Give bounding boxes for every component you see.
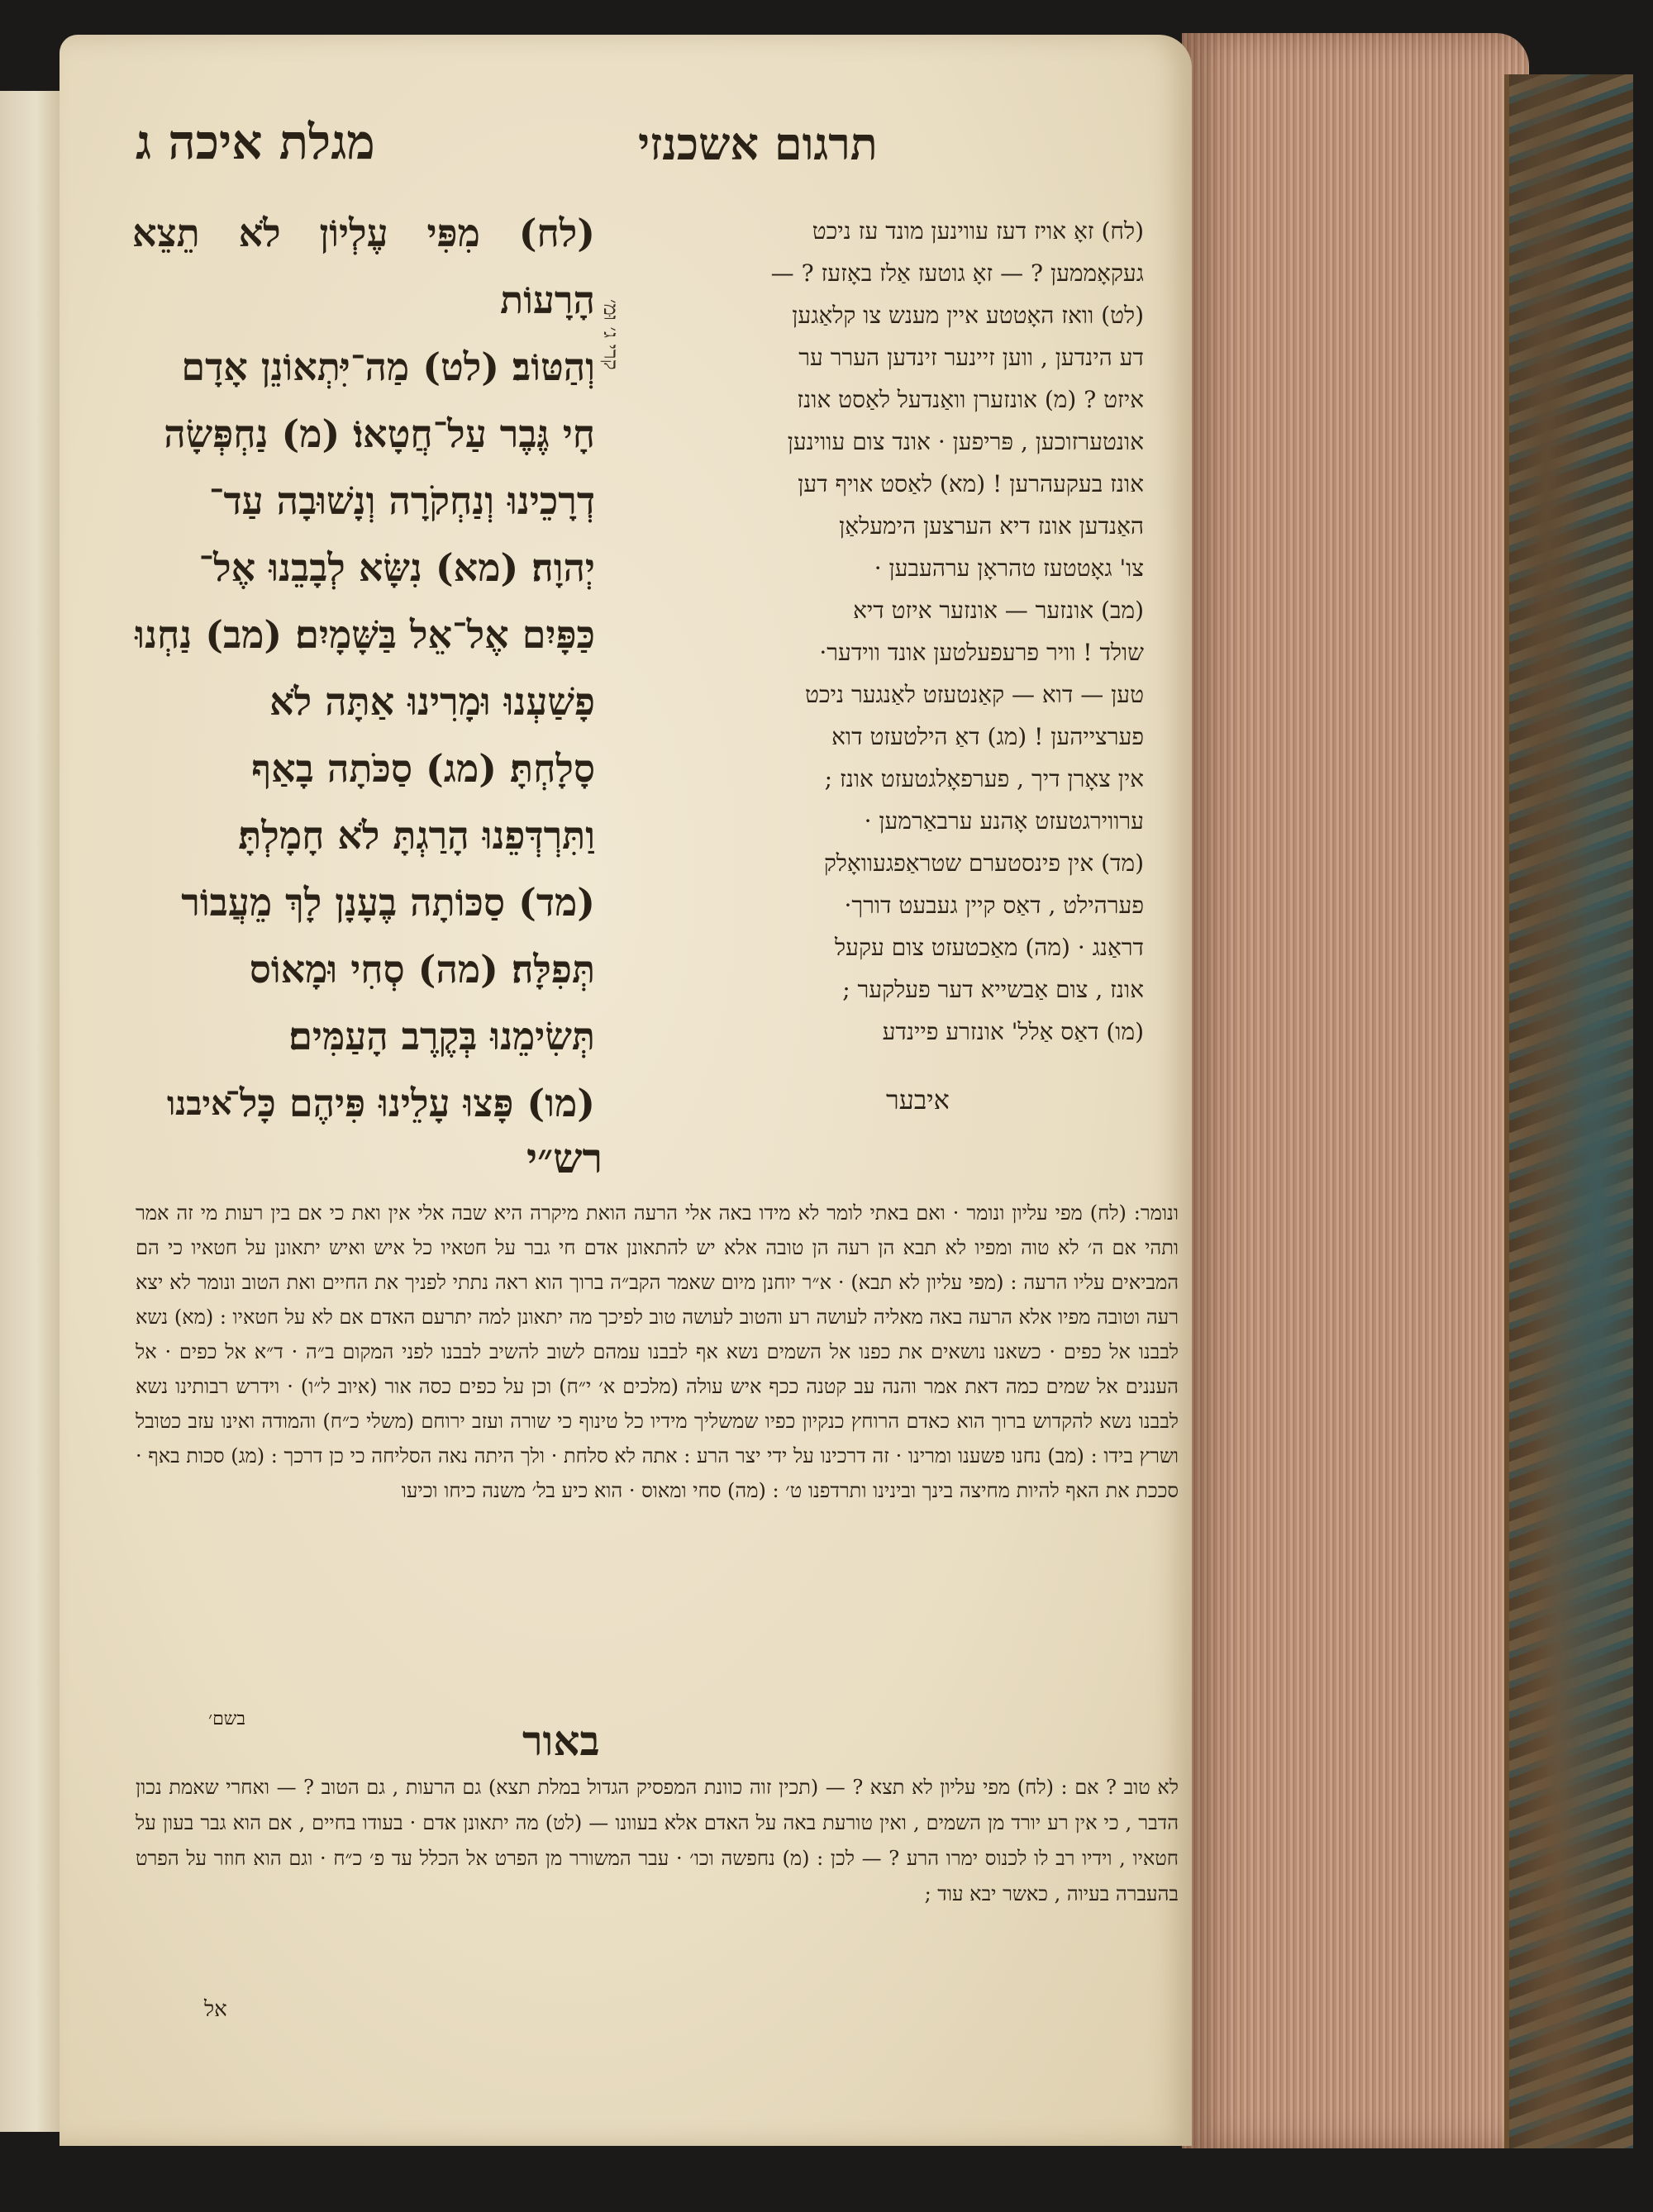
hebrew-catchword: איבנו bbox=[167, 1084, 232, 1123]
book-page bbox=[60, 35, 1192, 2146]
biur-heading: באור bbox=[522, 1716, 600, 1765]
rashi-catchword: בשם׳ bbox=[208, 1709, 245, 1729]
yiddish-translation-column: (לח) זאָ אויז דעז עווינען מונד עז ניכט געקאָממען ? — זאָ גוטעז אַלז באָזעז ? — (לט) וואז האָטטע איין מענש צו קלאַגען דע הינדען , ווען זיינער זינדען הערר ער איזט ? (מ) אונזערן וואַנדעל לאַסט אונז אונטערזוכען , פּריפען · אונד צום עווינען אונז בעקעהרען ! (מא) לאַסט אויף דען האַנדען אונז דיא הערצען הימעלאַן צו' גאָטטעז טהראָן ערהעבען · (מב) אונזער — אונזער איזט דיא שולד ! וויר פרעפעלטען אונד ווידער· טען — דוא — קאַנטעזט לאַנגער ניכט פערצייהען ! (מג) דאַ הילטעזט דוא אין צאָרן דיך , פערפאָלגטעזט אונז ; ערווירגטעזט אָהנע ערבאַרמען · (מד) אין פינסטערם שטראַפגעוואָלק פערהילט , דאַס קיין געבעט דורך· דראַנג · (מה) מאַכטעזט צום עקעל אונז , צום אַבשייא דער פעלקער ; (מו) דאַס אַלל' אונזרע פיינדע bbox=[770, 217, 1144, 1045]
biur-commentary: לא טוב ? אם : (לח) מפי עליון לא תצא ? — (תכין זוה כוונת המפסיק הגדול במלת תצא) גם הרעות , גם הטוב ? — ואחרי שאמת נכון הדבר , כי אין רע יורד מן השמים , ואין טורעת באה על האדם אלא בעוונו — (לט) מה יתאונן אדם · בעודו בחיים , אם הוא גבר בעון על חטאיו , וידיו רב לו לכנוס ימרו הרע ? — לכן : (מ) נחפשה וכו׳ · עבר המשורר מן הפרט אל הכלל עד פ׳ כ״ח · וגם הוא חוזר על הפרט בהעברה בעיוה , כאשר יבא עוד ; bbox=[136, 1776, 1179, 1905]
book-fore-edge bbox=[1182, 33, 1529, 2148]
marginal-keri-note: קרי ג׳ וּמ׳ bbox=[599, 299, 622, 370]
running-head-book-title: מגלת איכה ג bbox=[136, 114, 375, 170]
biur-catchword: אל bbox=[204, 1997, 227, 2022]
rashi-heading: רש״י bbox=[526, 1134, 603, 1182]
yiddish-catchword: איבער bbox=[886, 1084, 950, 1116]
marbled-cover bbox=[1504, 74, 1633, 2148]
hebrew-verse-column: (לח) מִפִּי עֶלְיוֹן לֹא תֵצֵא הָרָעוֹת וְהַטּוֹב׃ (לט) מַה־יִּתְאוֹנֵן אָדָם חָי גֶּבֶר עַל־חֲטָאוֹ׃ (מ) נַחְפְּשָׂה דְרָכֵינוּ וְנַחְקֹרָה וְנָשׁוּבָה עַד־ יְהוָה׃ (מא) נִשָּׂא לְבָבֵנוּ אֶל־ כַּפָּיִם אֶל־אֵל בַּשָּׁמָיִם׃ (מב) נַחְנוּ פָשַׁעְנוּ וּמָרִינוּ אַתָּה לֹא סָלָחְתָּ׃ (מג) סַכֹּתָה בָאַף וַתִּרְדְּפֵנוּ הָרַגְתָּ לֹא חָמָלְתָּ׃ (מד) סַכּוֹתָה בֶעָנָן לָךְ מֵעֲבוֹר תְּפִלָּה׃ (מה) סְחִי וּמָאוֹס תְּשִׂימֵנוּ בְּקֶרֶב הָעַמִּים׃ (מו) פָּצוּ עָלֵינוּ פִּיהֶם כָּל־ bbox=[132, 211, 595, 1125]
rashi-commentary: ונומר: (לח) מפי עליון ונומר · ואם באתי לומר לא מידו באה אלי הרעה הואת מיקרה היא שבה אלי אין ואת כי אם בין רעות מי זה אמר ותהי אם ה׳ לא טוה ומפיו לא תבא הן רעה הן טובה אלא יש להתאונן אדם חי גבר על חטאיו כל איש ואיש יתאונן על חטאיו כי הם המביאים עליו הרעה : (מפי עליון לא תבא) · א״ר יוחנן מיום שאמר הקב״ה ברוך הוא ראה נתתי לפניך את החיים ואת הטוב ונומר לא יצא רעה וטובה מפיו אלא הרעה באה מאליה לעושה רע והטוב לעושה טוב לפיכך מה יתאונן למה יתרעם האדם אם לא על חטאיו : (מא) נשא לבבנו אל כפים · כשאנו נושאים את כפנו אל השמים נשא אף לבבנו עמהם לשוב להשיב לבבנו לפני המקום ב״ה · ד״א אל כפים · אל העננים אל שמים כמה דאת אמר והנה עב קטנה ככף איש עולה (מלכים א׳ י״ח) וכן על כפים כסה אור (איוב ל״ו) · וידרש רבותינו נשא לבבנו נשא להקדוש ברוך הוא כאדם הרוחץ כנקיון כפיו שמשליך מידיו כל טינוף כי שורה ועזב ירוחם (משלי כ״ח) והמודה ואינו עזב כטובל ושרץ בידו : (מב) נחנו פשענו ומרינו · זה דרכינו על ידי יצר הרע : אתה לא סלחת · ולך היתה נאה הסליחה כי כן דרכך : (מג) סכות באף · סככת את האף להיות מחיצה בינך ובינינו ותרדפנו ט׳ : (מה) סחי ומאוס · הוא כיע בל׳ משנה כיחו וכיעו bbox=[136, 1201, 1179, 1502]
running-head-translation-title: תרגום אשכנזי bbox=[638, 117, 878, 170]
left-page-edge bbox=[0, 91, 62, 2132]
